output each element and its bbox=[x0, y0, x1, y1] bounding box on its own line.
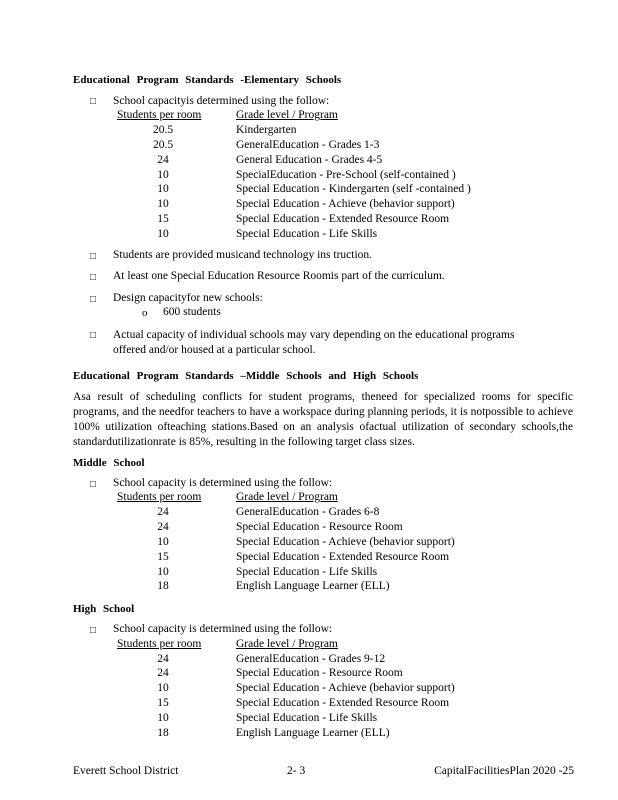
table-cell-students: 10 bbox=[157, 183, 169, 195]
table-cell-students: 18 bbox=[157, 727, 169, 739]
table-cell-program: Special Education - Extended Resource Room bbox=[236, 213, 450, 225]
table-cell-students: 10 bbox=[157, 228, 169, 240]
table-cell-students: 10 bbox=[157, 682, 169, 694]
table-cell-program: Special Education - Life Skills bbox=[236, 712, 378, 724]
table-cell-program: GeneralEducation - Grades 1-3 bbox=[236, 139, 380, 151]
table-header-program: Grade level / Program bbox=[236, 491, 338, 503]
table-cell-program: Special Education - Life Skills bbox=[236, 228, 378, 240]
bullet-icon: □ bbox=[90, 330, 97, 341]
table-cell-program: General Education - Grades 4-5 bbox=[236, 154, 383, 166]
table-header-students: Students per room bbox=[117, 638, 202, 650]
table-cell-students: 10 bbox=[157, 712, 169, 724]
section-heading-high: High School bbox=[73, 603, 135, 615]
table-cell-program: English Language Learner (ELL) bbox=[236, 727, 390, 739]
table-cell-students: 15 bbox=[157, 697, 169, 709]
table-cell-program: Special Education - Extended Resource Room bbox=[236, 551, 450, 563]
table-cell-program: GeneralEducation - Grades 9-12 bbox=[236, 653, 386, 665]
bullet-icon: □ bbox=[90, 272, 97, 283]
bullet-icon: □ bbox=[90, 294, 97, 305]
table-cell-program: Special Education - Resource Room bbox=[236, 521, 403, 533]
footer-page-number: 2- 3 bbox=[287, 765, 306, 777]
table-cell-students: 24 bbox=[157, 667, 169, 679]
table-cell-program: English Language Learner (ELL) bbox=[236, 580, 390, 592]
table-cell-program: Special Education - Achieve (behavior support) bbox=[236, 198, 455, 210]
bullet-text: Actual capacity of individual schools may vary depending on the educational programs offered and/or housed at a particular school. bbox=[113, 329, 515, 356]
table-cell-program: Special Education - Resource Room bbox=[236, 667, 403, 679]
table-cell-students: 24 bbox=[157, 154, 169, 166]
table-cell-students: 24 bbox=[157, 506, 169, 518]
table-cell-students: 10 bbox=[157, 536, 169, 548]
table-cell-students: 10 bbox=[157, 169, 169, 181]
bullet-text: School capacity is determined using the follow: bbox=[113, 477, 333, 489]
table-cell-program: Kindergarten bbox=[236, 124, 297, 136]
table-cell-program: Special Education - Achieve (behavior support) bbox=[236, 536, 455, 548]
table-header-students: Students per room bbox=[117, 491, 202, 503]
table-cell-program: Special Education - Extended Resource Room bbox=[236, 697, 450, 709]
table-cell-students: 15 bbox=[157, 213, 169, 225]
bullet-text: School capacity is determined using the follow: bbox=[113, 623, 333, 635]
footer-left: Everett School District bbox=[73, 765, 179, 777]
table-cell-students: 20.5 bbox=[152, 139, 174, 151]
bullet-icon: □ bbox=[90, 625, 97, 636]
table-cell-students: 24 bbox=[157, 521, 169, 533]
bullet-text: School capacityis determined using the follow: bbox=[113, 95, 330, 107]
table-cell-students: 15 bbox=[157, 551, 169, 563]
table-cell-students: 18 bbox=[157, 580, 169, 592]
table-header-students: Students per room bbox=[117, 109, 202, 121]
table-cell-program: GeneralEducation - Grades 6-8 bbox=[236, 506, 380, 518]
table-cell-students: 10 bbox=[157, 198, 169, 210]
table-cell-students: 20.5 bbox=[152, 124, 174, 136]
bullet-subtext: 600 students bbox=[163, 306, 221, 318]
table-cell-students: 10 bbox=[157, 566, 169, 578]
section-heading-secondary: Educational Program Standards –Middle Schools and High Schools bbox=[73, 370, 419, 382]
bullet-text: Students are provided musicand technology ins truction. bbox=[113, 249, 373, 261]
bullet-text: At least one Special Education Resource Roomis part of the curriculum. bbox=[113, 270, 445, 282]
section-heading-elementary: Educational Program Standards -Elementary Schools bbox=[73, 74, 342, 86]
bullet-icon: □ bbox=[90, 479, 97, 490]
sub-bullet-icon: o bbox=[142, 307, 148, 319]
table-header-program: Grade level / Program bbox=[236, 638, 338, 650]
footer-right: CapitalFacilitiesPlan 2020 -25 bbox=[434, 765, 574, 777]
bullet-icon: □ bbox=[90, 251, 97, 262]
bullet-text: Design capacityfor new schools: bbox=[113, 292, 263, 304]
table-header-program: Grade level / Program bbox=[236, 109, 338, 121]
bullet-icon: □ bbox=[90, 96, 97, 107]
secondary-paragraph: Asa result of scheduling conflicts for student programs, theneed for specialized rooms for specific programs, and the needfor teachers to have a workspace during planning periods, it is notpossible to achieve 100% utilization ofteaching stations.Based on an analysis ofactual utilization of secondary schools,the standardutilizationrate is 85%, resulting in the following target class sizes. bbox=[73, 391, 573, 448]
table-cell-students: 24 bbox=[157, 653, 169, 665]
table-cell-program: Special Education - Kindergarten (self -contained ) bbox=[236, 183, 471, 195]
table-cell-program: SpecialEducation - Pre-School (self-contained ) bbox=[236, 169, 456, 181]
section-heading-middle: Middle School bbox=[73, 457, 145, 469]
table-cell-program: Special Education - Achieve (behavior support) bbox=[236, 682, 455, 694]
table-cell-program: Special Education - Life Skills bbox=[236, 566, 378, 578]
